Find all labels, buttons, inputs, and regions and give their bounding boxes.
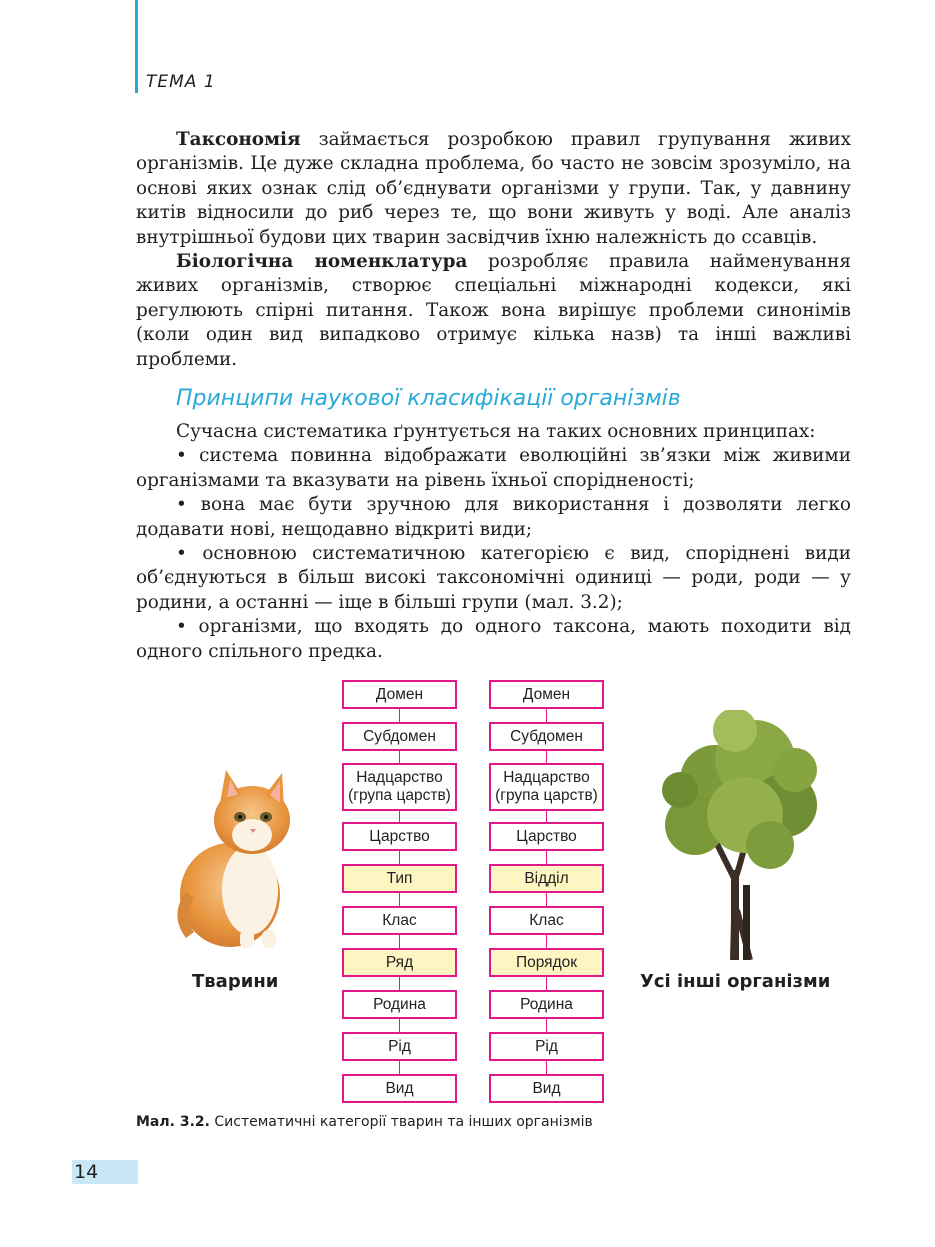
hierarchy-connector [546, 851, 547, 864]
term-nomenclature: Біологічна номенклатура [176, 251, 468, 273]
taxon-box: Родина [342, 990, 457, 1019]
hierarchy-connector [546, 893, 547, 906]
intro-text [136, 128, 851, 372]
hierarchy-connector [546, 1019, 547, 1032]
hierarchy-connector [546, 935, 547, 948]
taxon-box: Родина [489, 990, 604, 1019]
taxon-box: Домен [489, 680, 604, 709]
page-number: 14 [72, 1160, 138, 1184]
taxon-box: Вид [342, 1074, 457, 1103]
topic-label: ТЕМА 1 [146, 72, 216, 92]
figure-caption-text: Систематичні категорії тварин та інших організмів [209, 1114, 593, 1130]
hierarchy-connector [399, 1019, 400, 1032]
hierarchy-connector [399, 751, 400, 763]
figure-caption-number: Мал. 3.2. [136, 1114, 210, 1130]
paragraph-taxonomy [136, 128, 851, 250]
hierarchy-connector [399, 851, 400, 864]
taxon-box: Царство [342, 822, 457, 851]
hierarchy-connector [399, 1061, 400, 1074]
taxon-box: Рід [489, 1032, 604, 1061]
taxon-box: Надцарство (група царств) [342, 763, 457, 811]
animals-label: Тварини [192, 971, 279, 992]
hierarchy-connector [399, 977, 400, 990]
hierarchy-connector [546, 977, 547, 990]
taxon-box: Клас [342, 906, 457, 935]
term-taxonomy: Таксономія [176, 129, 301, 150]
cat-illustration [170, 765, 310, 950]
taxon-box: Субдомен [342, 722, 457, 751]
paragraph-nomenclature [136, 250, 851, 372]
tree-illustration [655, 710, 830, 960]
other-organisms-label: Усі інші організми [640, 971, 831, 992]
taxon-box: Царство [489, 822, 604, 851]
principle-item: • вона має бути зручною для використання і дозволяти легко додавати нові, нещодавно відкриті види; [136, 494, 851, 540]
taxon-box: Домен [342, 680, 457, 709]
taxon-box: Надцарство (група царств) [489, 763, 604, 811]
principle-item: • основною систематичною категорією є вид, споріднені види об’єднуються в більш високі таксономічні одиниці — роди, роди — у родини, а останні — іще в більші групи (мал. 3.2); [136, 543, 851, 613]
principle-item: • організми, що входять до одного таксона, мають походити від одного спільного предка. [136, 616, 851, 662]
taxon-box: Порядок [489, 948, 604, 977]
paragraph-taxonomy-text: займається розробкою правил групування живих організмів. Це дуже складна проблема, бо часто не зовсім зрозуміло, на основі яких ознак слід об’єднувати організми у групи. Так, у давнину китів відносили до риб через те, що вони живуть у воді. Але аналіз внутрішньої будови цих тварин засвідчив їхню належність до ссавців. [136, 129, 851, 248]
hierarchy-connector [546, 709, 547, 722]
header-accent-rule [135, 0, 138, 93]
taxon-box: Ряд [342, 948, 457, 977]
taxon-box: Субдомен [489, 722, 604, 751]
taxon-box: Рід [342, 1032, 457, 1061]
principles-intro: Сучасна систематика ґрунтується на таких основних принципах: [176, 421, 816, 442]
hierarchy-connector [546, 1061, 547, 1074]
taxon-box: Тип [342, 864, 457, 893]
taxon-box: Відділ [489, 864, 604, 893]
paragraph-nomenclature-text: розробляє правила найменування живих організмів, створює спеціальні міжнародні кодекси, які регулюють спірні питання. Також вона вирішує проблеми синонімів (коли один вид випадково отримує кілька назв) та інші важливі проблеми. [136, 251, 851, 370]
figure-caption [136, 1114, 593, 1130]
hierarchy-connector [399, 709, 400, 722]
section-heading: Принципи наукової класифікації організмів [176, 386, 681, 411]
hierarchy-connector [546, 751, 547, 763]
hierarchy-connector [546, 811, 547, 822]
principles-list [136, 420, 851, 664]
taxon-box: Клас [489, 906, 604, 935]
taxon-box: Вид [489, 1074, 604, 1103]
hierarchy-connector [399, 811, 400, 822]
hierarchy-connector [399, 893, 400, 906]
hierarchy-connector [399, 935, 400, 948]
principle-item: • система повинна відображати еволюційні зв’язки між живими організмами та вказувати на рівень їхньої спорідненості; [136, 445, 851, 491]
